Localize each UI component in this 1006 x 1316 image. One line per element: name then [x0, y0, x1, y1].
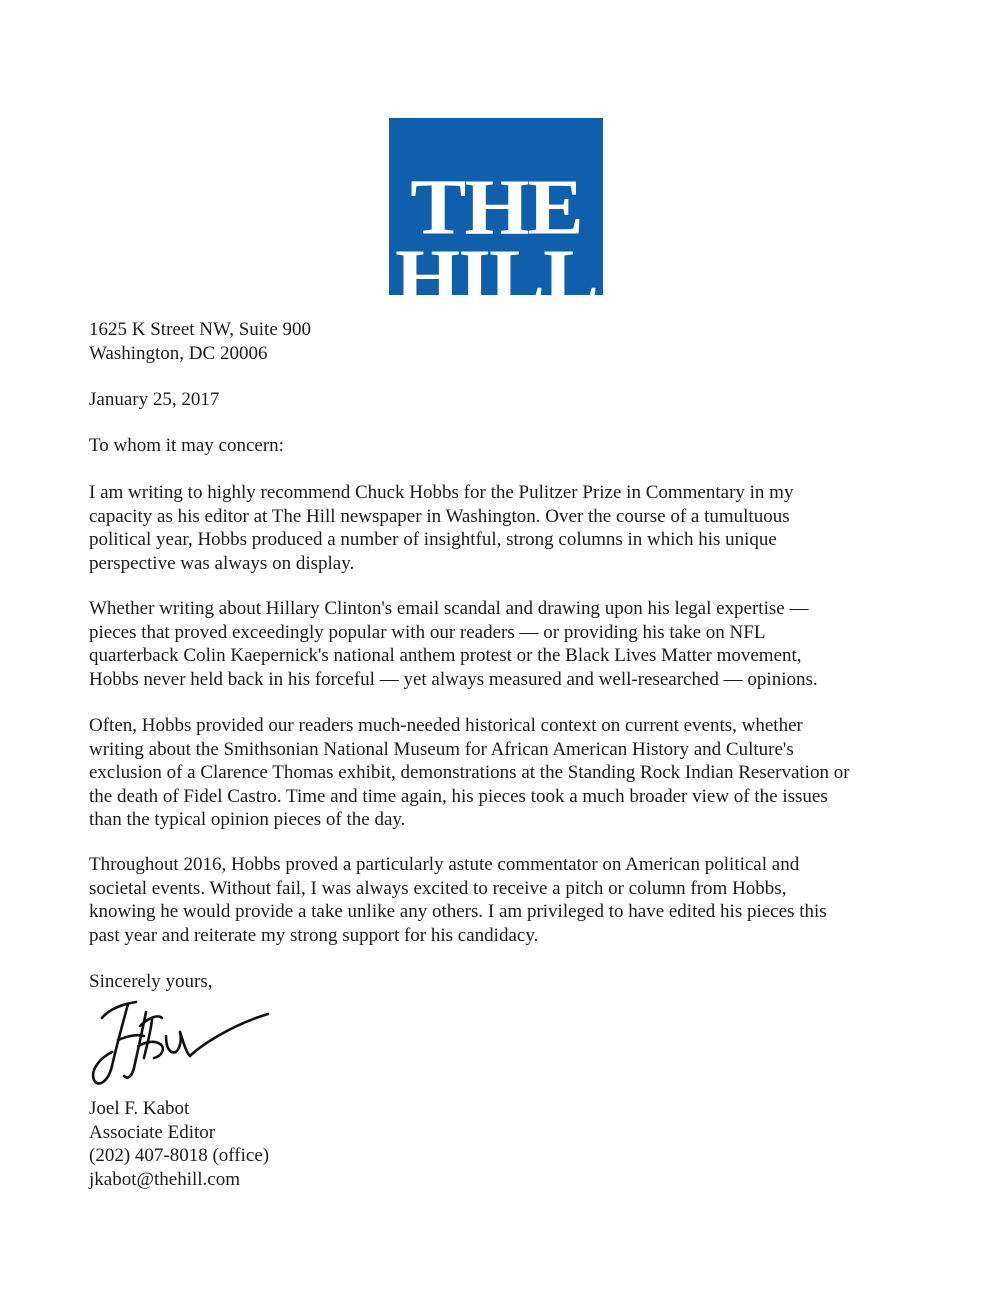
signer-name: Joel F. Kabot [89, 1098, 190, 1119]
paragraph-line: than the typical opinion pieces of the day. [89, 809, 406, 830]
paragraph-line: Whether writing about Hillary Clinton's email scandal and drawing upon his legal expertise — [89, 598, 809, 619]
paragraph-line: knowing he would provide a take unlike any others. I am privileged to have edited his pieces this [89, 901, 827, 922]
paragraph-1 [89, 481, 919, 575]
paragraph-line: the death of Fidel Castro. Time and time again, his pieces took a much broader view of the issues [89, 785, 828, 807]
signer-phone: (202) 407-8018 (office) [89, 1145, 270, 1166]
the-hill-logo [389, 118, 603, 322]
paragraph-4 [89, 853, 919, 947]
sender-address [89, 318, 919, 365]
paragraph-line: I am writing to highly recommend Chuck Hobbs for the Pulitzer Prize in Commentary in my [89, 482, 794, 503]
paragraph-line: exclusion of a Clarence Thomas exhibit, demonstrations at the Standing Rock Indian Reservation or [89, 762, 850, 783]
paragraph-line: political year, Hobbs produced a number of insightful, strong columns in which his unique [89, 529, 777, 550]
paragraph-3 [89, 714, 919, 832]
logo-line-hill [389, 233, 603, 322]
paragraph-line: capacity as his editor at The Hill newspaper in Washington. Over the course of a tumultuous [89, 505, 790, 527]
paragraph-line: Often, Hobbs provided our readers much-needed historical context on current events, whether [89, 715, 803, 736]
address-line: 1625 K Street NW, Suite 900 [89, 319, 312, 340]
paragraph-line: Hobbs never held back in his forceful — yet always measured and well-researched — opinions. [89, 668, 818, 690]
paragraph-line: past year and reiterate my strong support for his candidacy. [89, 924, 539, 946]
paragraph-line: writing about the Smithsonian National Museum for African American History and Culture's [89, 738, 794, 760]
closing: Sincerely yours, [89, 971, 213, 992]
salutation: To whom it may concern: [89, 435, 284, 456]
logo-line-the [389, 163, 603, 252]
paragraph-2 [89, 597, 919, 691]
address-line: Washington, DC 20006 [89, 342, 268, 364]
handwritten-signature [88, 996, 273, 1094]
signer-block [89, 1097, 919, 1191]
signer-email: jkabot@thehill.com [89, 1168, 240, 1190]
paragraph-line: perspective was always on display. [89, 552, 355, 574]
paragraph-line: pieces that proved exceedingly popular with our readers — or providing his take on NFL [89, 621, 766, 643]
logo-text-hill: HILL [394, 233, 598, 322]
letter-date: January 25, 2017 [89, 389, 220, 410]
logo-text-the: THE [410, 163, 582, 252]
paragraph-line: quarterback Colin Kaepernick's national anthem protest or the Black Lives Matter movement, [89, 645, 802, 666]
paragraph-line: societal events. Without fail, I was always excited to receive a pitch or column from Hobbs, [89, 877, 787, 899]
signer-title: Associate Editor [89, 1121, 216, 1143]
paragraph-line: Throughout 2016, Hobbs proved a particularly astute commentator on American political and [89, 854, 800, 875]
